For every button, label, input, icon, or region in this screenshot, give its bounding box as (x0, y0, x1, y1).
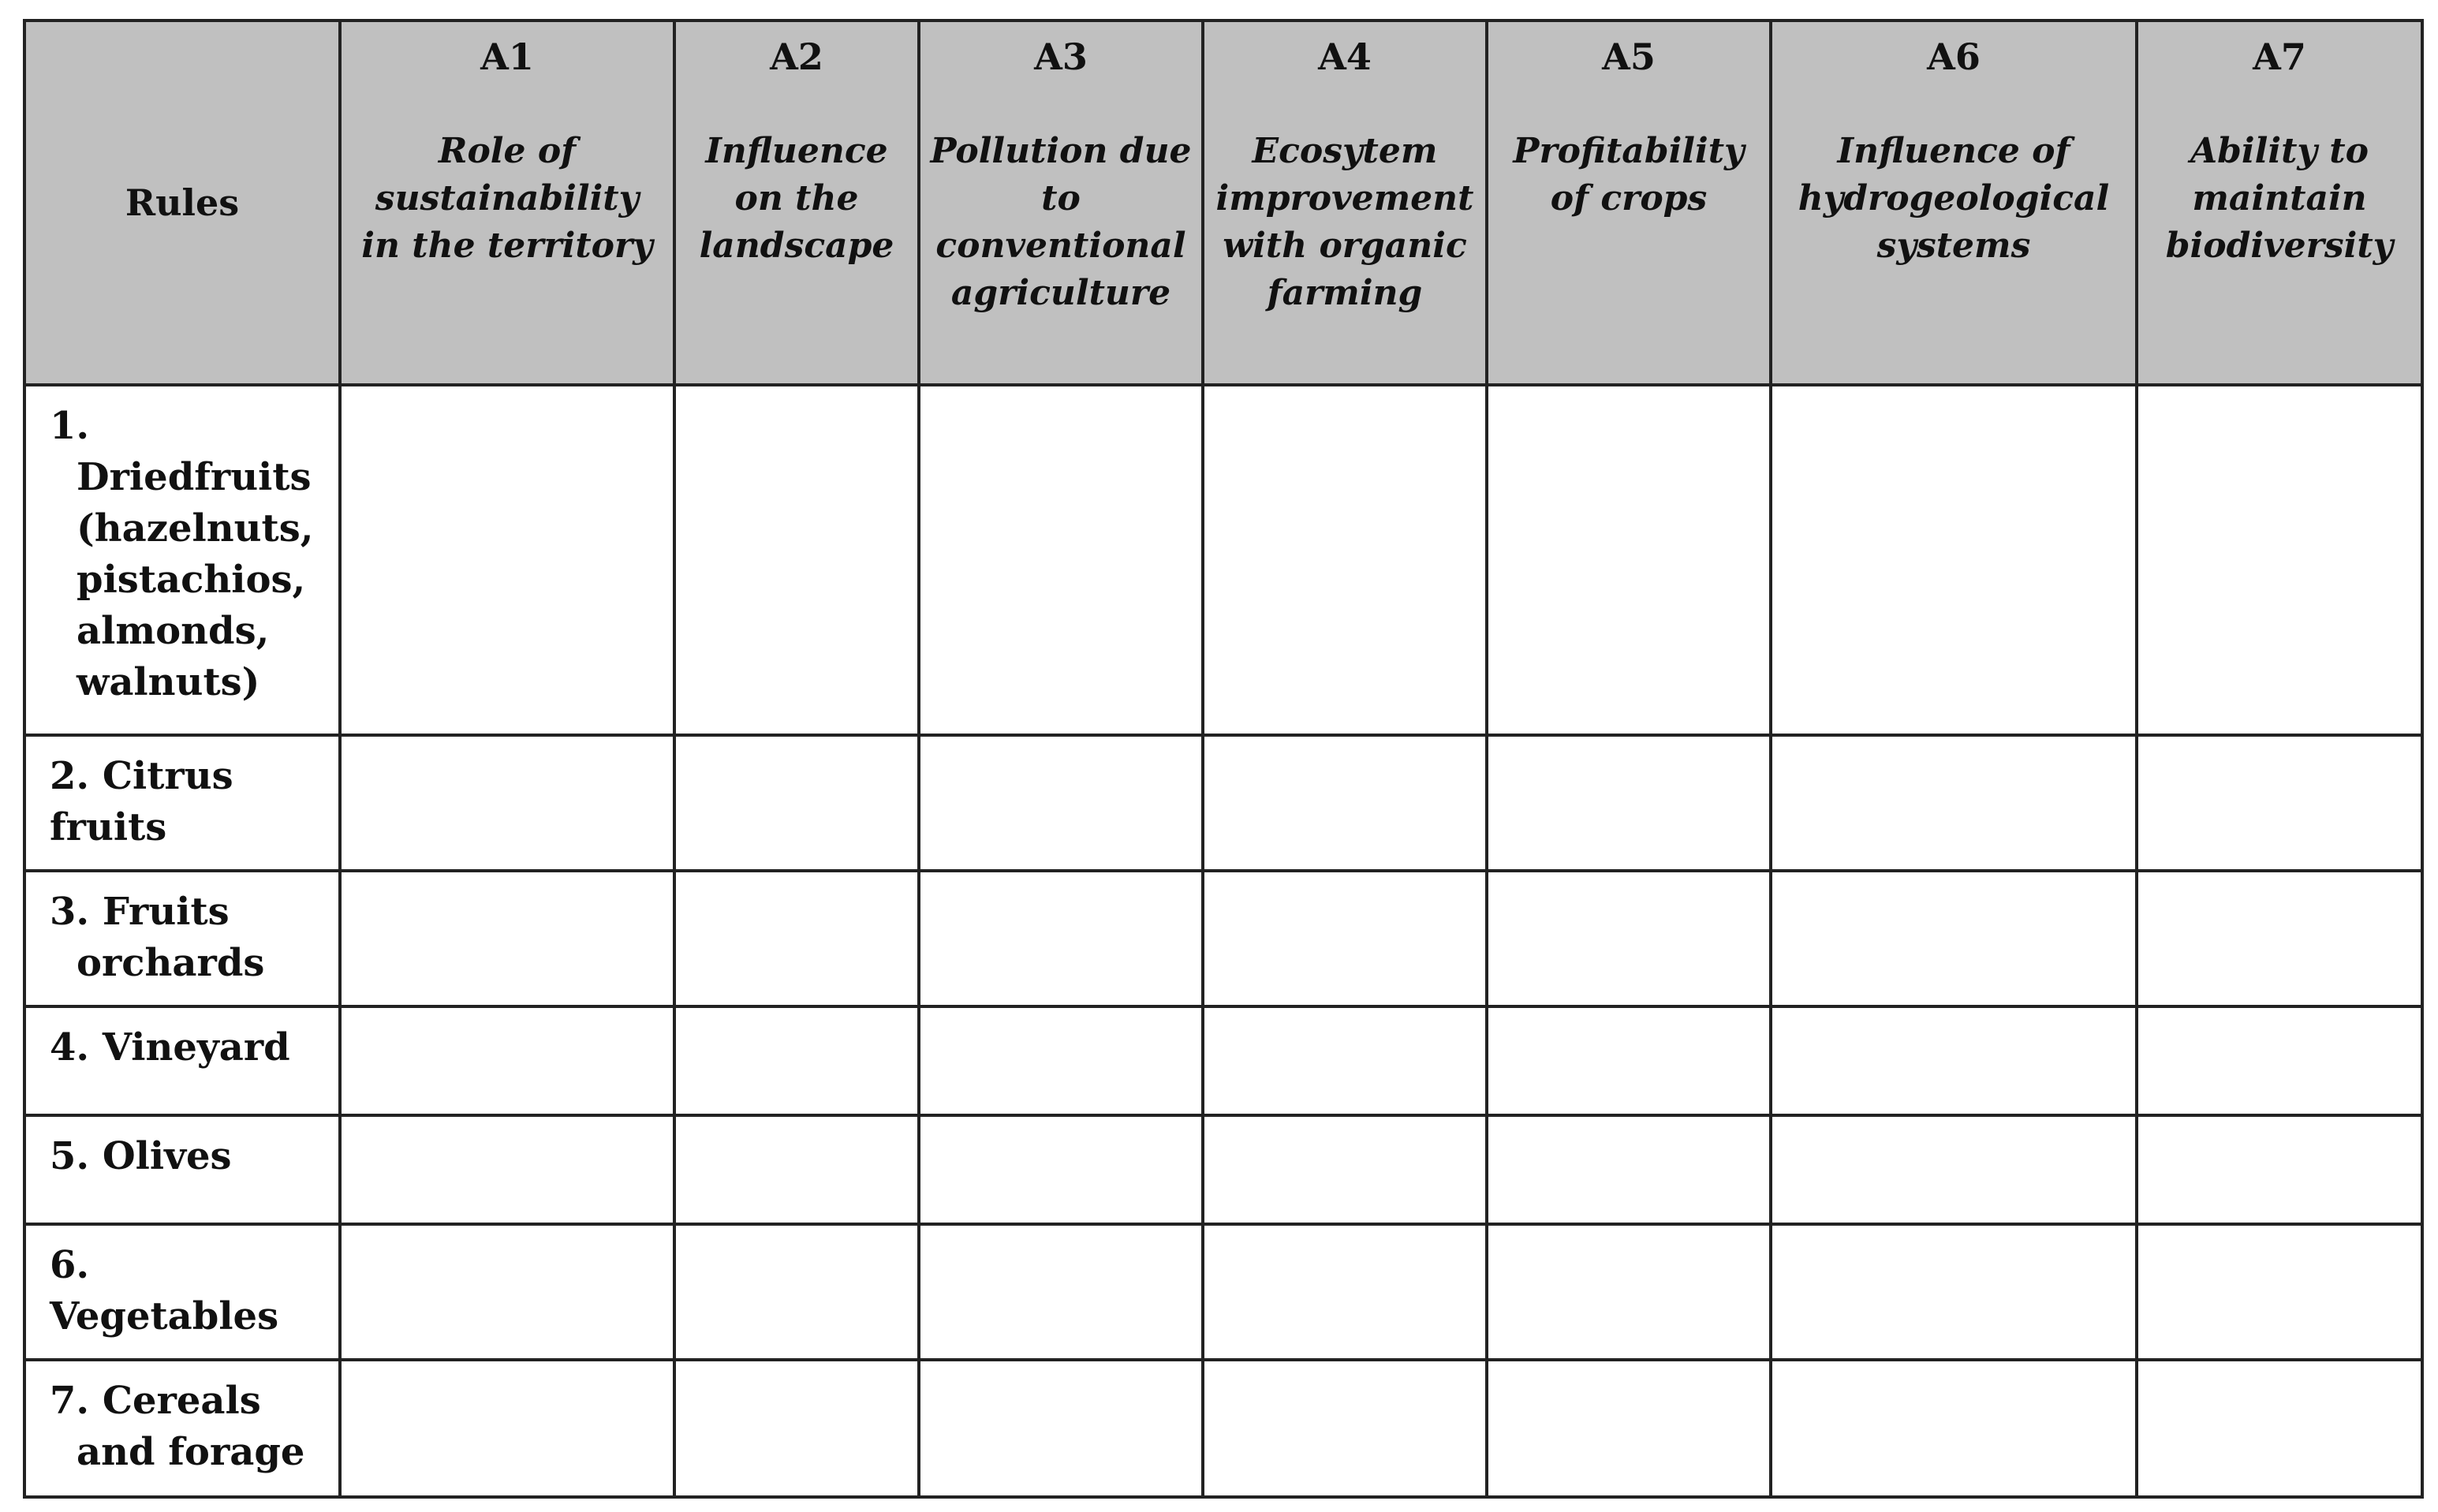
rules-column-header: Rules (24, 21, 340, 385)
table-body (24, 385, 2422, 1497)
column-header-a1 (340, 21, 674, 385)
column-code: A7 (2253, 35, 2306, 78)
table-cell (1771, 871, 2137, 1006)
rule-label-dried-fruits (24, 385, 340, 735)
table-cell (919, 1224, 1203, 1360)
table-cell (919, 1115, 1203, 1224)
column-header-a3 (919, 21, 1203, 385)
table-row (24, 735, 2422, 871)
column-description: Pollution due to conventional agriculture (930, 131, 1192, 313)
column-description: Influence of hydrogeological systems (1798, 131, 2110, 266)
column-header-a5 (1487, 21, 1771, 385)
rule-text: 2. Citrus fruits (50, 754, 233, 849)
table-cell (674, 1224, 919, 1360)
table-cell (919, 1360, 1203, 1497)
column-header-a6 (1771, 21, 2137, 385)
table-row (24, 385, 2422, 735)
table-row (24, 1360, 2422, 1497)
table-cell (919, 385, 1203, 735)
column-code: A4 (1318, 35, 1372, 78)
table-cell (919, 1006, 1203, 1115)
table-cell (340, 1224, 674, 1360)
column-code: A2 (770, 35, 823, 78)
table-cell (340, 1115, 674, 1224)
rule-label-fruits-orchards (24, 871, 340, 1006)
rule-label-olives (24, 1115, 340, 1224)
column-description: Ability to maintain biodiversity (2165, 131, 2394, 266)
rule-text: 3. Fruits orchards (50, 890, 265, 985)
column-description: Ecosytem improvement with organic farming (1215, 131, 1474, 313)
rule-label-vineyard (24, 1006, 340, 1115)
table-cell (1771, 385, 2137, 735)
rule-text: 4. Vineyard (50, 1025, 290, 1070)
table-cell (674, 1006, 919, 1115)
column-description: Influence on the landscape (699, 131, 894, 266)
table-cell (340, 1006, 674, 1115)
table-cell (1771, 1115, 2137, 1224)
table-cell (1203, 385, 1487, 735)
column-code: A5 (1602, 35, 1656, 78)
column-description: Role of sustainability in the territory (361, 131, 653, 266)
table-cell (1203, 871, 1487, 1006)
rules-criteria-table (23, 19, 2424, 1499)
table-cell (1771, 1360, 2137, 1497)
table-cell (1487, 1224, 1771, 1360)
column-code: A3 (1034, 35, 1088, 78)
table-cell (2137, 871, 2422, 1006)
rule-label-cereals-forage (24, 1360, 340, 1497)
table-cell (674, 385, 919, 735)
table-cell (340, 871, 674, 1006)
rule-label-citrus-fruits (24, 735, 340, 871)
table-cell (2137, 1115, 2422, 1224)
table-cell (674, 1115, 919, 1224)
column-header-a2 (674, 21, 919, 385)
table-cell (2137, 735, 2422, 871)
table-cell (919, 735, 1203, 871)
table-cell (1203, 1224, 1487, 1360)
table-cell (919, 871, 1203, 1006)
rule-text: 7. Cereals and forage (50, 1379, 305, 1474)
table-header (24, 21, 2422, 385)
table-cell (674, 735, 919, 871)
table-cell (2137, 1224, 2422, 1360)
rule-label-vegetables (24, 1224, 340, 1360)
table-cell (1487, 871, 1771, 1006)
table-cell (1487, 1006, 1771, 1115)
column-header-a7 (2137, 21, 2422, 385)
table-cell (340, 735, 674, 871)
table-cell (2137, 1006, 2422, 1115)
rule-text: 1. Driedfruits (hazelnuts, pistachios, almonds, walnuts) (50, 404, 314, 704)
column-header-a4 (1203, 21, 1487, 385)
table-cell (1203, 735, 1487, 871)
table-cell (2137, 1360, 2422, 1497)
column-code: A1 (480, 35, 534, 78)
table-cell (340, 385, 674, 735)
rule-text: 6. Vegetables (50, 1243, 279, 1338)
rule-text: 5. Olives (50, 1134, 232, 1178)
table-cell (674, 1360, 919, 1497)
table-cell (1771, 1006, 2137, 1115)
column-code: A6 (1927, 35, 1981, 78)
table-cell (1203, 1360, 1487, 1497)
table-cell (674, 871, 919, 1006)
table-cell (1487, 1360, 1771, 1497)
table-cell (1487, 385, 1771, 735)
table-cell (1771, 1224, 2137, 1360)
table-cell (340, 1360, 674, 1497)
table-row (24, 1224, 2422, 1360)
table-cell (1487, 1115, 1771, 1224)
table-row (24, 1006, 2422, 1115)
column-description: Profitability of crops (1513, 131, 1745, 218)
table-cell (1487, 735, 1771, 871)
table-row (24, 1115, 2422, 1224)
table-cell (1203, 1006, 1487, 1115)
table-cell (1203, 1115, 1487, 1224)
table-row (24, 871, 2422, 1006)
table-cell (2137, 385, 2422, 735)
table-cell (1771, 735, 2137, 871)
